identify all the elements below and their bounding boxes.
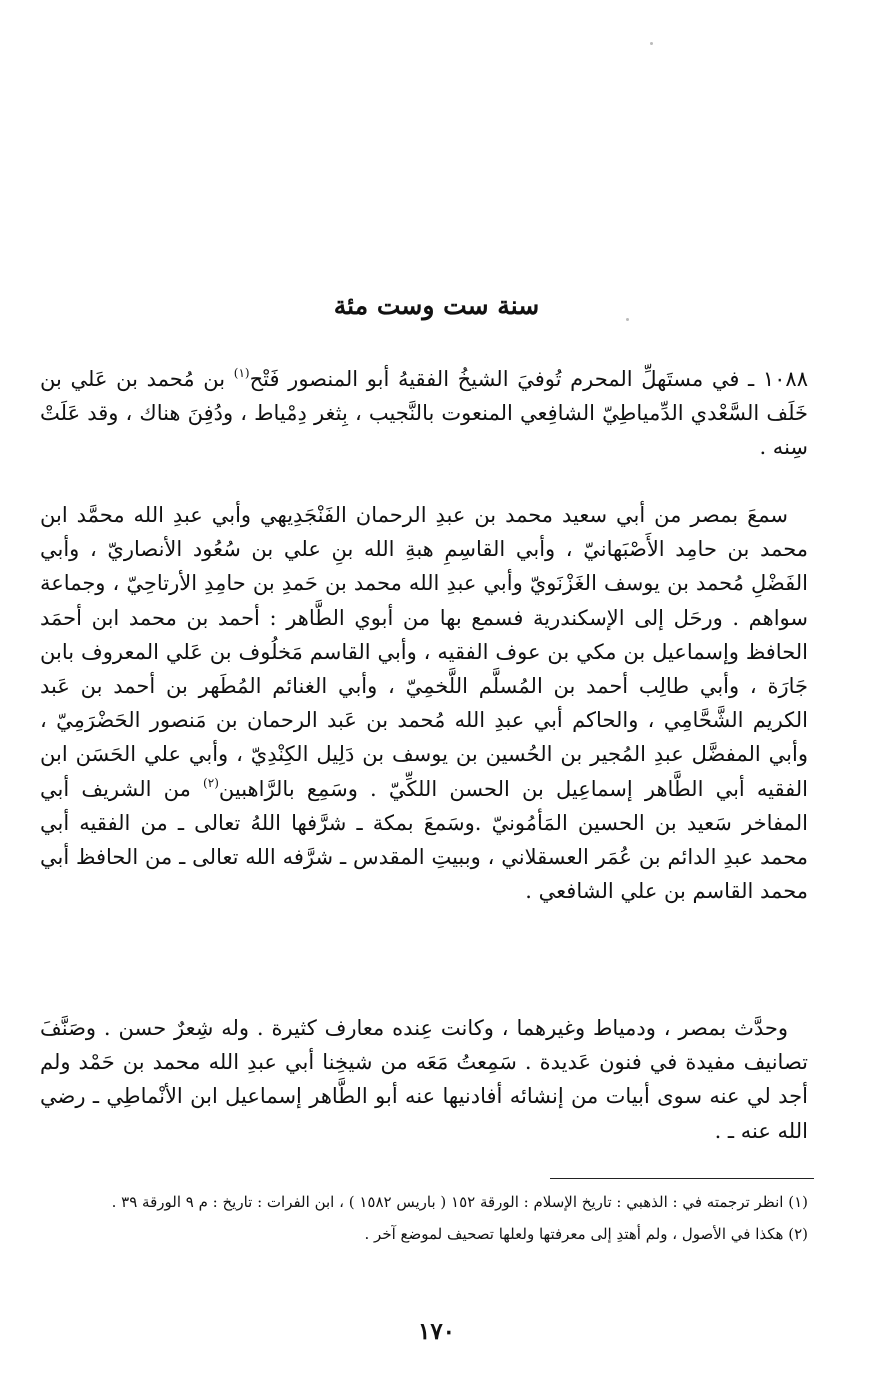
scan-speck — [650, 42, 653, 45]
footnote-divider — [550, 1178, 814, 1179]
page-number: ١٧٠ — [417, 1318, 456, 1345]
footnotes — [40, 1189, 808, 1253]
paragraph-text: سمعَ بمصر من أبي سعيد محمد بن عبدِ الرحمان الفَنْجَدِيهي وأبي عبدِ الله محمَّد ابن محمد بن حامِد الأَصْبَهانيّ ، وأبي القاسِمِ هبةِ الله بنِ علي بن سُعُود الأنصاريّ ، وأبي الفَضْلِ مُحمد بن يوسف الغَزْنَويّ وأبي عبدِ الله محمد بن حَمدِ بن حامِدِ الأرتاحِيّ ، وجماعة سواهم . ورحَل إلى الإسكندرية فسمع بها من أبوي الطَّاهر : أحمد بن محمد ابن أحمَد الحافظ وإسماعيل بن مكي بن عوف الفقيه ، وأبي القاسم مَخلُوف بن عَلي المعروف بابن جَارَة ، وأبي طالِب أحمد بن المُسلَّم اللَّخمِيّ ، وأبي الغنائم المُطَهر بن أحمد بن عَبد الكريم الشَّحَّامِي ، والحاكم أبي عبدِ الله مُحمد بن عَبد الرحمان بن مَنصور الحَضْرَمِيّ ، وأبي المفضَّل عبدِ المُجير بن الحُسين بن يوسف بن دَلِيل الكِنْدِيّ ، وأبي علي الحَسَن ابن الفقيه أبي الطَّاهر إسماعِيل بن الحسن اللكِّيّ . وسَمِع بالرَّاهبين — [40, 503, 808, 801]
paragraph-text: بن مُحمد بن عَلي بن خَلَف السَّعْدي الدِّمياطِيّ الشافِعي المنعوت بالنَّجيب ، بِثغر دِمْياط ، ودُفِنَ هناك ، وقد عَلَتْ سِنه . — [40, 367, 808, 460]
teachers-paragraph — [40, 498, 808, 908]
narration-paragraph — [40, 1011, 808, 1148]
entry-paragraph — [40, 362, 808, 465]
paragraph-text: ١٠٨٨ ـ في مستَهلِّ المحرم تُوفيَ الشيخُ الفقيهُ أبو المنصور فَتْح — [249, 367, 808, 391]
paragraph-text: من الشريف أبي المفاخر سَعيد بن الحسين المَأمُونيّ .وسَمعَ بمكة ـ شرَّفها اللهُ تعالى ـ من الفقيه أبي محمد عبدِ الدائم بن عُمَر العسقلاني ، وببيتِ المقدس ـ شرَّفه الله تعالى ـ من الحافظ أبي محمد القاسم بن علي الشافعي . — [40, 776, 808, 904]
paragraph-text: وحدَّث بمصر ، ودمياط وغيرهما ، وكانت عِنده معارف كثيرة . وله شِعرٌ حسن . وصَنَّفَ تصانيف مفيدة في فنون عَديدة . سَمِعتُ مَعَه من شيخِنا أبي عبدِ الله محمد بن حَمْد ولم أجد لي عنه سوى أبيات من إنشائه أفادنيها عنه أبو الطَّاهر إسماعيل ابن الأنْماطِي ـ رضي الله عنه ـ . — [40, 1016, 808, 1143]
footnote-1: (١) انظر ترجمته في : الذهبي : تاريخ الإسلام : الورقة ١٥٢ ( باريس ١٥٨٢ ) ، ابن الفرات : تاريخ : م ٩ الورقة ٣٩ . — [111, 1193, 808, 1211]
footnote-marker: (١) — [233, 366, 250, 380]
footnote-marker: (٢) — [203, 775, 219, 790]
footnote-2: (٢) هكذا في الأصول ، ولم أهتدِ إلى معرفتها ولعلها تصحيف لموضع آخر . — [364, 1225, 808, 1243]
section-heading: سنة ست وست مئة — [333, 291, 540, 320]
